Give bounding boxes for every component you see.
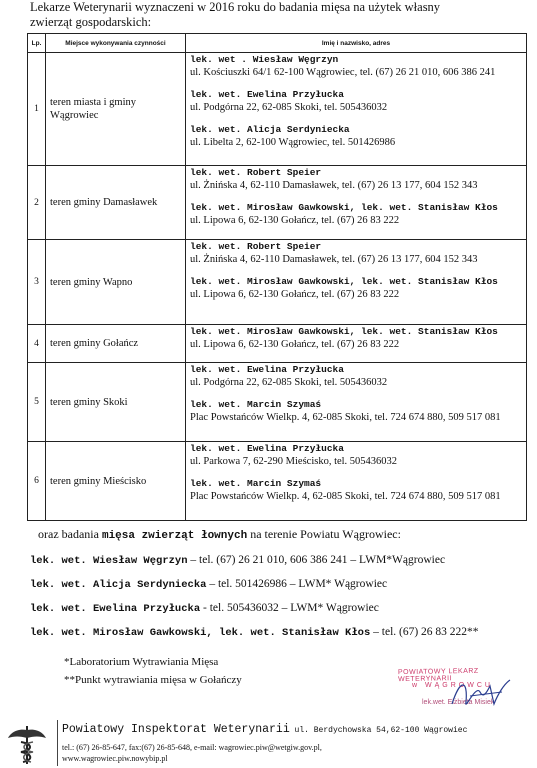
contact-line-3 <box>30 601 530 616</box>
contact-name: lek. wet. Wiesław Węgrzyn <box>30 555 188 567</box>
vet-name: lek. wet. Marcin Szymaś <box>190 478 322 489</box>
table-row <box>28 240 527 325</box>
row-place: teren gminy Gołańcz <box>46 325 186 363</box>
table-row <box>28 363 527 442</box>
caduceus-logo-icon <box>4 722 50 766</box>
vet-address: ul. Podgórna 22, 62-085 Skoki, tel. 505436032 <box>190 101 388 113</box>
vets-table <box>27 33 527 521</box>
row-number: 6 <box>28 442 46 521</box>
game-intro-post: na terenie Powiatu Wągrowiec: <box>247 527 401 541</box>
entry-gap <box>190 79 522 89</box>
vet-address: ul. Żnińska 4, 62-110 Damasławek, tel. (67) 26 13 177, 604 152 343 <box>190 253 478 265</box>
vet-name: lek. wet. Alicja Serdyniecka <box>190 124 350 135</box>
footer-contact <box>62 742 322 764</box>
row-place: teren gminy Wapno <box>46 240 186 325</box>
table-row <box>28 325 527 363</box>
entry-gap <box>190 192 522 202</box>
row-place: teren miasta i gminy Wągrowiec <box>46 53 186 166</box>
vet-address: Plac Powstańców Wielkp. 4, 62-085 Skoki, tel. 724 674 880, 509 517 081 <box>190 411 501 423</box>
vet-address: ul. Libelta 2, 62-100 Wągrowiec, tel. 501426986 <box>190 136 396 148</box>
row-place: teren gminy Damasławek <box>46 166 186 240</box>
vet-address: ul. Podgórna 22, 62-085 Skoki, tel. 505436032 <box>190 376 388 388</box>
footer <box>0 718 537 768</box>
contact-details: - tel. 505436032 – LWM* Wągrowiec <box>200 602 379 614</box>
game-intro-pre: oraz badania <box>38 527 102 541</box>
game-meat-section <box>30 526 530 687</box>
contact-details: – tel. (67) 26 83 222** <box>370 626 479 638</box>
row-vets <box>186 325 527 363</box>
row-place: teren gminy Mieścisko <box>46 442 186 521</box>
vet-name: lek. wet. Ewelina Przyłucka <box>190 89 344 100</box>
stamp-line-2: w WĄGROWCU <box>412 682 493 689</box>
row-vets <box>186 363 527 442</box>
contact-line-1 <box>30 553 530 568</box>
row-number: 1 <box>28 53 46 166</box>
stamp-line-1: POWIATOWY LEKARZ WETERYNARII <box>397 667 479 684</box>
vet-address: Plac Powstańców Wielkp. 4, 62-085 Skoki, tel. 724 674 880, 509 517 081 <box>190 490 501 502</box>
vet-name: lek. wet. Marcin Szymaś <box>190 399 322 410</box>
footer-web-line: www.wagrowiec.piw.nowybip.pl <box>62 754 168 763</box>
signature <box>450 674 520 714</box>
vet-name: lek. wet. Ewelina Przyłucka <box>190 443 344 454</box>
contact-line-2 <box>30 577 530 592</box>
intro-text <box>30 0 530 30</box>
row-number: 5 <box>28 363 46 442</box>
vet-address: ul. Lipowa 6, 62-130 Gołańcz, tel. (67) 26 83 222 <box>190 214 400 226</box>
footer-divider <box>57 720 58 766</box>
vet-name: lek. wet. Mirosław Gawkowski, lek. wet. Stanisław Kłos <box>190 276 498 287</box>
contact-details: – tel. 501426986 – LWM* Wągrowiec <box>206 578 388 590</box>
table-row <box>28 53 527 166</box>
table-row <box>28 166 527 240</box>
header-vets: Imię i nazwisko, adres <box>186 34 527 53</box>
table-row <box>28 442 527 521</box>
footer-contact-line: tel.: (67) 26-85-647, fax:(67) 26-85-648, e-mail: wagrowiec.piw@wetgiw.gov.pl, <box>62 743 322 752</box>
vet-address: ul. Lipowa 6, 62-130 Gołańcz, tel. (67) 26 83 222 <box>190 288 400 300</box>
header-lp: Lp. <box>28 34 46 53</box>
row-number: 3 <box>28 240 46 325</box>
entry-gap <box>190 468 522 478</box>
stamp-line-3: lek.wet. Elżbieta Misiek <box>422 699 495 706</box>
vet-address: ul. Lipowa 6, 62-130 Gołańcz, tel. (67) 26 83 222 <box>190 338 400 350</box>
header-place: Miejsce wykonywania czynności <box>46 34 186 53</box>
vet-address: ul. Kościuszki 64/1 62-100 Wągrowiec, tel. (67) 26 21 010, 606 386 241 <box>190 66 496 78</box>
vet-address: ul. Parkowa 7, 62-290 Mieścisko, tel. 505436032 <box>190 455 398 467</box>
entry-gap <box>190 389 522 399</box>
row-vets <box>186 442 527 521</box>
table-body <box>28 53 527 521</box>
row-number: 2 <box>28 166 46 240</box>
footer-org: Powiatowy Inspektorat Weterynarii <box>62 723 290 736</box>
row-vets <box>186 53 527 166</box>
contact-details: – tel. (67) 26 21 010, 606 386 241 – LWM*Wągrowiec <box>187 554 446 566</box>
row-vets <box>186 166 527 240</box>
footer-address: ul. Berdychowska 54,62-100 Wągrowiec <box>289 726 468 735</box>
table-header-row <box>28 34 527 53</box>
vet-name: lek. wet . Wiesław Węgrzyn <box>190 54 339 65</box>
row-place: teren gminy Skoki <box>46 363 186 442</box>
row-number: 4 <box>28 325 46 363</box>
vet-name: lek. wet. Robert Speier <box>190 241 322 252</box>
footer-org-line <box>62 723 467 736</box>
footnote-2: **Punkt wytrawiania mięsa w Gołańczy <box>64 674 242 686</box>
intro-line-2: zwierząt gospodarskich: <box>30 15 152 29</box>
vet-address: ul. Żnińska 4, 62-110 Damasławek, tel. (67) 26 13 177, 604 152 343 <box>190 179 478 191</box>
contact-line-4 <box>30 625 530 640</box>
vet-name: lek. wet. Robert Speier <box>190 167 322 178</box>
game-intro <box>38 526 530 544</box>
entry-gap <box>190 114 522 124</box>
entry-gap <box>190 266 522 276</box>
intro-line-1: Lekarze Weterynarii wyznaczeni w 2016 roku do badania mięsa na użytek własny <box>30 0 441 14</box>
footnote-1: *Laboratorium Wytrawiania Mięsa <box>64 656 219 668</box>
vet-name: lek. wet. Mirosław Gawkowski, lek. wet. Stanisław Kłos <box>190 326 498 337</box>
contact-name: lek. wet. Ewelina Przyłucka <box>30 603 201 615</box>
contact-name: lek. wet. Alicja Serdyniecka <box>30 579 207 591</box>
game-intro-bold: mięsa zwierząt łownych <box>101 530 248 542</box>
row-vets <box>186 240 527 325</box>
vet-name: lek. wet. Mirosław Gawkowski, lek. wet. Stanisław Kłos <box>190 202 498 213</box>
contact-name: lek. wet. Mirosław Gawkowski, lek. wet. Stanisław Kłos <box>30 627 371 639</box>
vet-name: lek. wet. Ewelina Przyłucka <box>190 364 344 375</box>
